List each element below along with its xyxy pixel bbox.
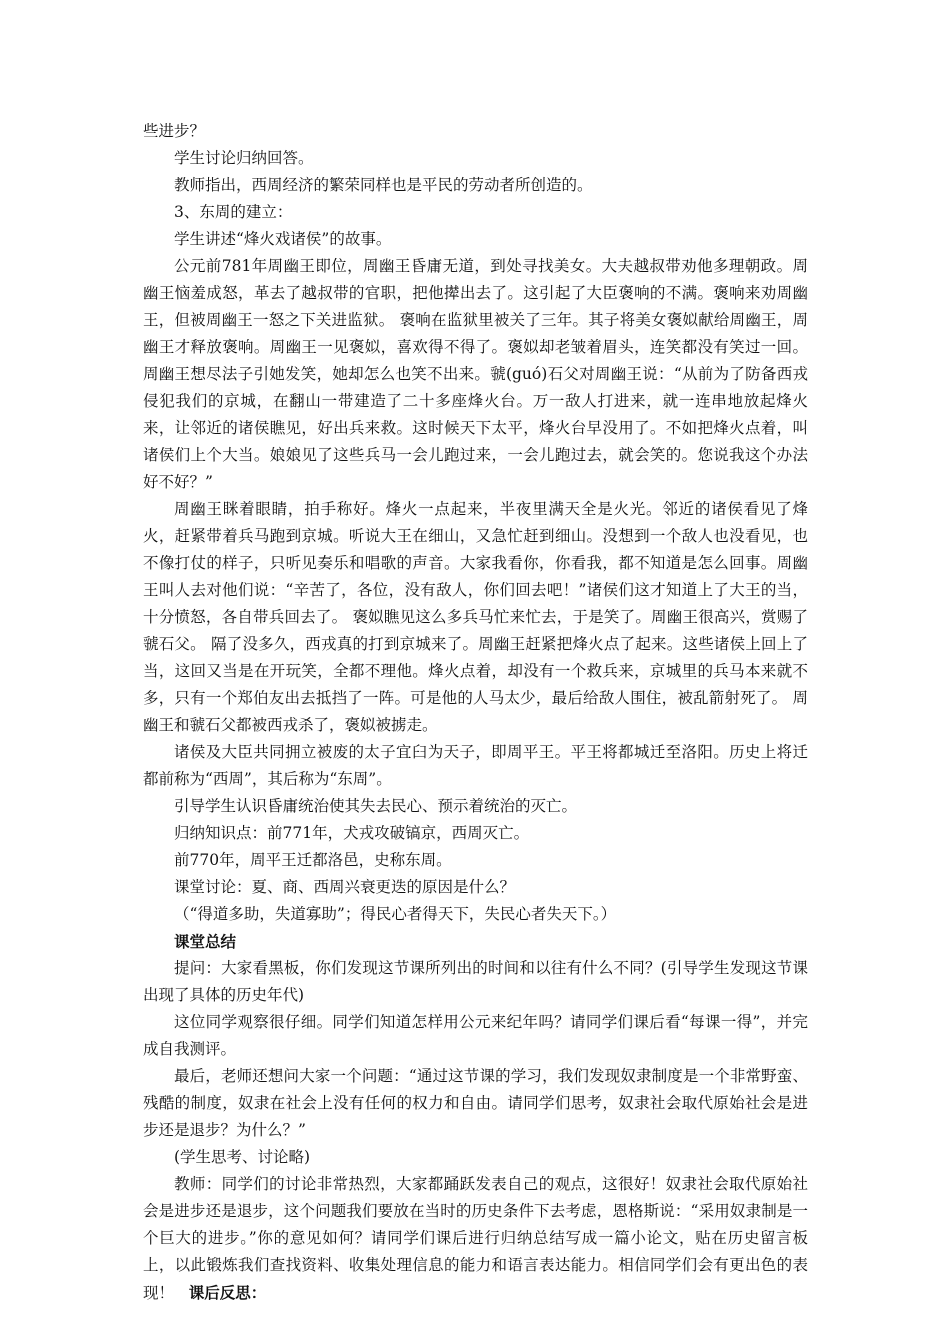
- paragraph: 些进步？: [143, 122, 206, 140]
- paragraph: 最后，老师还想问大家一个问题：“通过这节课的学习，我们发现奴隶制度是一个非常野蛮、残酷的制度，奴隶在社会上没有任何的权力和自由。请同学们思考，奴隶社会取代原始社会是进步还是退步？为什么？”: [143, 1067, 808, 1139]
- reflection-heading: 课后反思：: [188, 1283, 267, 1302]
- paragraph: 这位同学观察很仔细。同学们知道怎样用公元来纪年吗？请同学们课后看“每课一得”，并完成自我测评。: [143, 1013, 808, 1058]
- discussion-question: 课堂讨论：夏、商、西周兴衰更迭的原因是什么？: [174, 878, 516, 896]
- section-heading: 3、东周的建立：: [174, 203, 293, 221]
- paragraph: 引导学生认识昏庸统治使其失去民心、预示着统治的灭亡。: [174, 797, 578, 815]
- knowledge-point: 前770年，周平王迁都洛邑，史称东周。: [174, 851, 452, 869]
- story-paragraph: 周幽王眯着眼睛，拍手称好。烽火一点起来，半夜里满天全是火光。邻近的诸侯看见了烽火，赶紧带着兵马跑到京城。听说大王在细山，又急忙赶到细山。没想到一个敌人也没看见，也不像打仗的样子，只听见奏乐和唱歌的声音。大家我看你，你看我，都不知道是怎么回事。周幽王叫人去对他们说：“辛苦了，各位，没有敌人，你们回去吧！”诸侯们这才知道上了大王的当，十分愤怒，各自带兵回去了。 褒姒瞧见这么多兵马忙来忙去，于是笑了。周幽王很高兴，赏赐了虢石父。 隔了没多久，西戎真的打到京城来了。周幽王赶紧把烽火点了起来。这些诸侯上回上了当，这回又当是在开玩笑，全都不理他。烽火点着，却没有一个救兵来，京城里的兵马本来就不多，只有一个郑伯友出去抵挡了一阵。可是他的人马太少，最后给敌人围住，被乱箭射死了。 周幽王和虢石父都被西戎杀了，褒姒被掳走。: [143, 500, 808, 734]
- paragraph: (学生思考、讨论略): [174, 1148, 311, 1166]
- paragraph: 学生讲述“烽火戏诸侯”的故事。: [174, 230, 392, 248]
- section-heading-summary: 课堂总结: [174, 932, 237, 951]
- closing-paragraph-text: 教师：同学们的讨论非常热烈，大家都踊跃发表自己的观点，这很好！奴隶社会取代原始社会是进步还是退步，这个问题我们要放在当时的历史条件下去考虑，恩格斯说：“采用奴隶制是一个巨大的进步。”你的意见如何？请同学们课后进行归纳总结写成一篇小论文，贴在历史留言板上，以此锻炼我们查找资料、收集处理信息的能力和语言表达能力。相信同学们会有更出色的表现！: [143, 1175, 808, 1302]
- paragraph: 诸侯及大臣共同拥立被废的太子宜臼为天子，即周平王。平王将都城迁至洛阳。历史上将迁都前称为“西周”，其后称为“东周”。: [143, 743, 808, 788]
- paragraph: 教师指出，西周经济的繁荣同样也是平民的劳动者所创造的。: [174, 176, 593, 194]
- paragraph: 学生讨论归纳回答。: [174, 149, 314, 167]
- document-page: [143, 118, 808, 1307]
- knowledge-point: 归纳知识点：前771年，犬戎攻破镐京，西周灭亡。: [174, 824, 530, 842]
- story-paragraph: 公元前781年周幽王即位，周幽王昏庸无道，到处寻找美女。大夫越叔带劝他多理朝政。周幽王恼羞成怒，革去了越叔带的官职，把他撵出去了。这引起了大臣褒响的不满。褒响来劝周幽王，但被周幽王一怒之下关进监狱。 褒响在监狱里被关了三年。其子将美女褒姒献给周幽王，周幽王才释放褒响。周幽王一见褒姒，喜欢得不得了。褒姒却老皱着眉头，连笑都没有笑过一回。周幽王想尽法子引她发笑，她却怎么也笑不出来。虢(guó)石父对周幽王说：“从前为了防备西戎侵犯我们的京城，在翻山一带建造了二十多座烽火台。万一敌人打进来，就一连串地放起烽火来，让邻近的诸侯瞧见，好出兵来救。这时候天下太平，烽火台早没用了。不如把烽火点着，叫诸侯们上个大当。娘娘见了这些兵马一会儿跑过来，一会儿跑过去，就会笑的。您说我这个办法好不好？”: [143, 257, 808, 491]
- discussion-answer: （“得道多助，失道寡助”；得民心者得天下，失民心者失天下。）: [174, 905, 617, 923]
- closing-paragraph: [143, 1171, 808, 1307]
- paragraph: 提问：大家看黑板，你们发现这节课所列出的时间和以往有什么不同？(引导学生发现这节课出现了具体的历史年代): [143, 959, 808, 1004]
